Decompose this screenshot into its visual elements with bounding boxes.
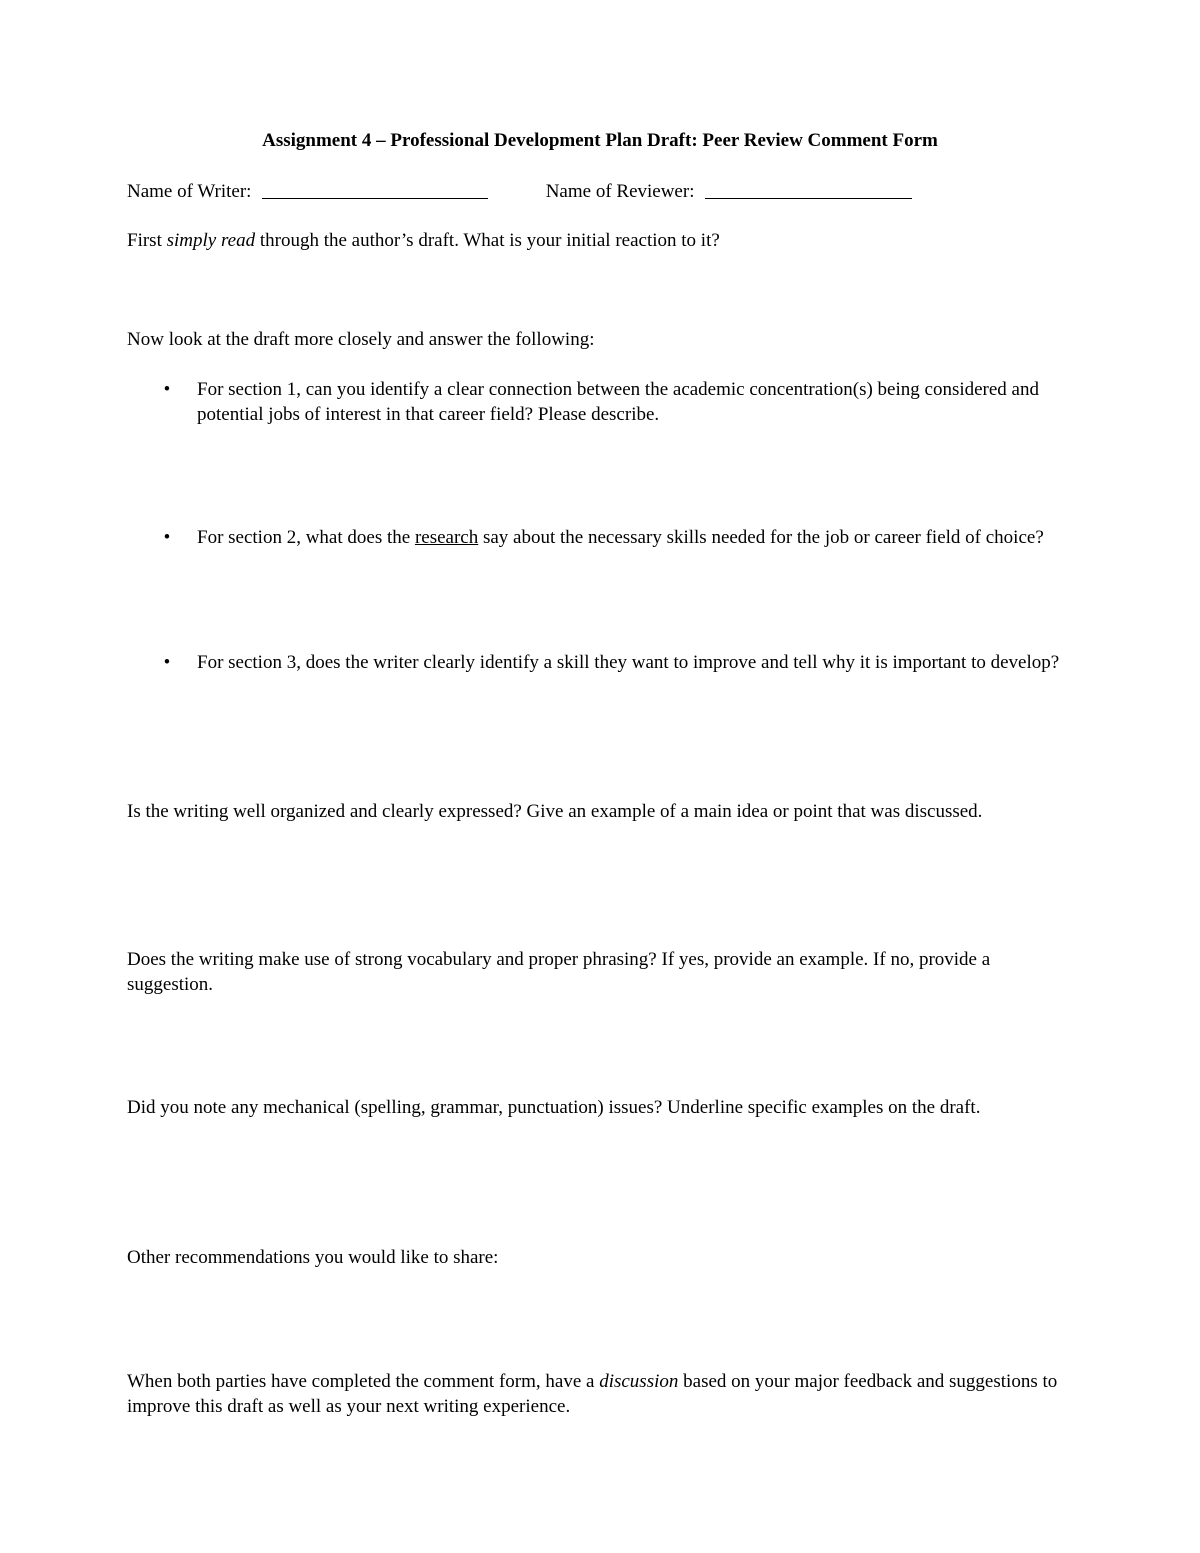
- question-organization: Is the writing well organized and clearly expressed? Give an example of a main idea or point that was discussed.: [127, 801, 983, 822]
- intro-text-end: through the author’s draft. What is your initial reaction to it?: [255, 230, 720, 251]
- intro-text-start: First: [127, 230, 167, 251]
- bullet-2-research-underlined: research: [414, 527, 479, 548]
- bullet-2-text-start: For section 2, what does the: [197, 527, 415, 548]
- writer-name-label: Name of Writer:: [127, 181, 252, 202]
- intro-question: [127, 228, 1077, 253]
- bullet-section-1: For section 1, can you identify a clear connection between the academic concentration(s) being considered and potential jobs of interest in that career field? Please describe.: [197, 379, 1039, 425]
- reviewer-name-field[interactable]: [705, 179, 912, 199]
- bullet-section-3: For section 3, does the writer clearly identify a skill they want to improve and tell why it is important to develop?: [197, 652, 1060, 673]
- form-title: Assignment 4 – Professional Development Plan Draft: Peer Review Comment Form: [262, 130, 938, 151]
- bullet-dot-1: •: [163, 379, 171, 400]
- bullet-section-2: [197, 525, 1077, 550]
- intro-emphasis: simply read: [166, 230, 256, 251]
- closing-emphasis: discussion: [599, 1371, 679, 1392]
- bullet-2-text-end: say about the necessary skills needed for the job or career field of choice?: [478, 527, 1044, 548]
- reviewer-name-label: Name of Reviewer:: [545, 181, 695, 202]
- closer-look-instruction: Now look at the draft more closely and answer the following:: [127, 329, 595, 350]
- writer-name-field[interactable]: [262, 179, 488, 199]
- question-recommendations: Other recommendations you would like to share:: [127, 1247, 499, 1268]
- name-fields-row: [127, 177, 1077, 204]
- closing-instruction: [127, 1369, 1077, 1419]
- bullet-dot-3: •: [163, 652, 171, 673]
- closing-text-start: When both parties have completed the comment form, have a: [127, 1371, 600, 1392]
- bullet-dot-2: •: [163, 527, 171, 548]
- closing-text-end: based on your major feedback and suggestions to improve this draft as well as your next writing experience.: [127, 1371, 1058, 1417]
- question-vocabulary: Does the writing make use of strong vocabulary and proper phrasing? If yes, provide an example. If no, provide a suggestion.: [127, 949, 991, 995]
- question-mechanics: Did you note any mechanical (spelling, grammar, punctuation) issues? Underline specific examples on the draft.: [127, 1097, 981, 1118]
